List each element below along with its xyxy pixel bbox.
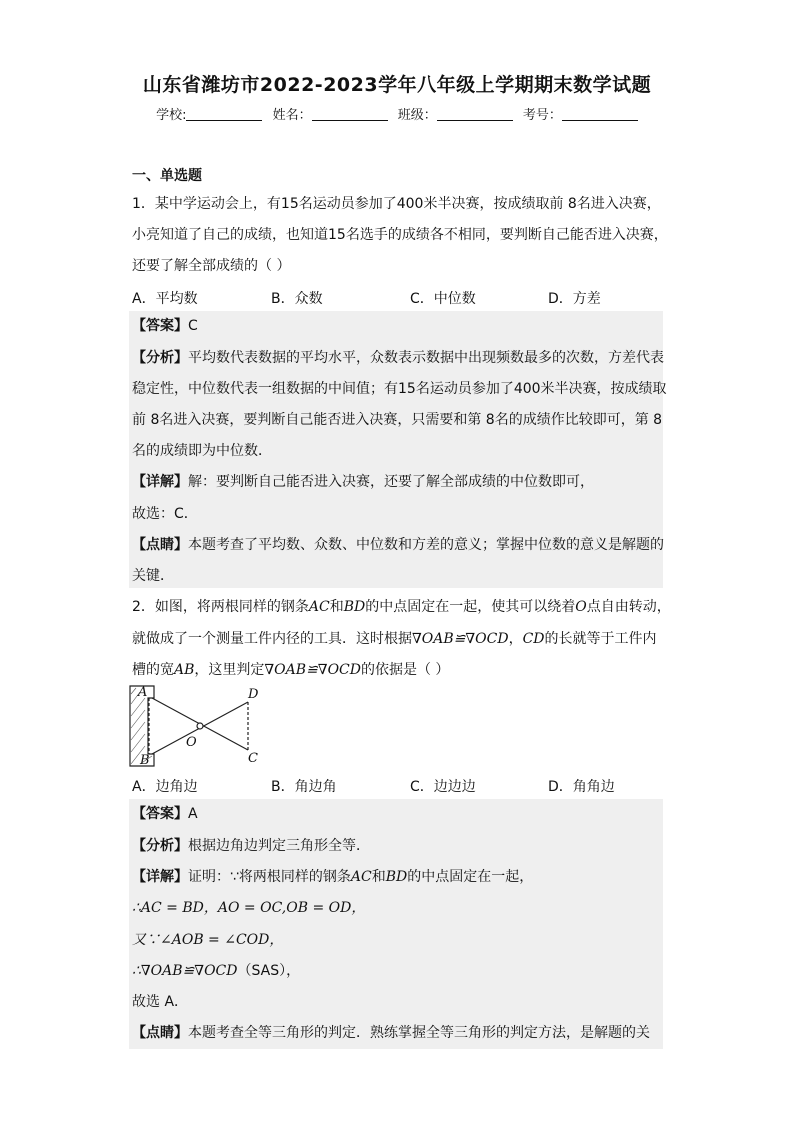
q1-analysis-text-1: 平均数代表数据的平均水平，众数表示数据中出现频数最多的次数，方差代表 [188, 350, 664, 366]
section-heading: 一、单选题 [132, 168, 202, 184]
q1-option-a: A．平均数 [132, 291, 198, 307]
name-label: 姓名： [272, 108, 312, 123]
q2-answer-tag: 【答案】 [132, 806, 188, 822]
q1-detail-line-2: 故选：C． [132, 506, 198, 522]
q1-detail-line-1 [132, 474, 662, 490]
q2-analysis-tag: 【分析】 [132, 838, 188, 854]
class-label: 班级： [397, 108, 437, 123]
q2-line-2-text-c: 的长就等于工件内 [544, 631, 657, 647]
q1-analysis-line-4: 名的成绩即为中位数． [132, 443, 272, 459]
q1-analysis-tag: 【分析】 [132, 350, 188, 366]
q2-line-2-text-a: 就做成了一个测量工件内径的工具．这时根据 [132, 631, 412, 647]
q2-congruence-2: ∇OAB≌∇OCD [264, 662, 361, 678]
q2-var-bd: BD [343, 599, 366, 615]
q2-congruence-1: ∇OAB≌∇OCD [412, 631, 509, 647]
q2-detail-text-1b: 的中点固定在一起， [407, 869, 534, 885]
q1-comment-line-2: 关键． [132, 568, 174, 584]
school-label: 学校: [156, 108, 187, 123]
q2-detail-text-4a: ∴∇OAB≌∇OCD [132, 963, 238, 979]
q2-line-2 [132, 631, 662, 647]
q2-detail-and: 和 [371, 869, 386, 885]
q2-var-o: O [575, 599, 587, 615]
q2-line-1-text-a: 2．如图，将两根同样的钢条 [132, 599, 309, 615]
q2-line-3-text-a: 槽的宽 [132, 662, 174, 678]
q1-analysis-line-3: 前 8名进入决赛，要判断自己能否进入决赛，只需要和第 8名的成绩作比较即可，第 8 [132, 412, 663, 428]
q2-option-b: B．角边角 [271, 779, 337, 795]
q2-detail-line-4 [132, 963, 662, 979]
number-label: 考号： [522, 108, 562, 123]
q2-line-3-text-b: ，这里判定 [194, 662, 265, 678]
q2-line-3 [132, 662, 662, 678]
q1-option-c: C．中位数 [410, 291, 476, 307]
q1-line-3: 还要了解全部成绩的（ ） [132, 258, 291, 274]
page-title: 山东省潍坊市2022-2023学年八年级上学期期末数学试题 [142, 74, 652, 96]
class-blank[interactable] [437, 107, 513, 121]
q2-detail-text-1a: 证明：∵将两根同样的钢条 [188, 869, 351, 885]
q2-option-a: A．边角边 [132, 779, 198, 795]
q2-detail-var-bd: BD [385, 869, 408, 885]
q1-option-b: B．众数 [271, 291, 323, 307]
q2-and: 和 [329, 599, 344, 615]
label-c: C [248, 751, 258, 766]
q2-detail-line-1 [132, 869, 662, 885]
label-b: B [140, 753, 150, 768]
label-d: D [248, 687, 259, 702]
q1-comment-tag: 【点睛】 [132, 537, 188, 553]
q1-detail-text-1: 解：要判断自己能否进入决赛，还要了解全部成绩的中位数即可， [188, 474, 594, 490]
q2-detail-tag: 【详解】 [132, 869, 188, 885]
school-blank[interactable] [186, 107, 262, 121]
q1-comment-line-1 [132, 537, 662, 553]
q2-analysis [132, 838, 662, 854]
q2-analysis-text: 根据边角边判定三角形全等． [188, 838, 370, 854]
q2-line-3-text-c: 的依据是（ ） [360, 662, 450, 678]
q2-answer [132, 806, 662, 822]
q2-detail-line-3: 又∵∠AOB = ∠COD， [132, 932, 284, 948]
q1-comment-text-1: 本题考查了平均数、众数、中位数和方差的意义；掌握中位数的意义是解题的 [188, 537, 664, 553]
q2-solution-box [129, 799, 663, 1049]
q2-tool-figure [128, 684, 278, 768]
q2-detail-text-4b: （SAS）， [237, 963, 301, 979]
q2-comment-tag: 【点睛】 [132, 1025, 188, 1041]
label-o: O [186, 735, 197, 750]
q2-line-2-comma: ， [508, 631, 523, 647]
q2-var-ab: AB [174, 662, 195, 678]
q1-detail-tag: 【详解】 [132, 474, 188, 490]
number-blank[interactable] [562, 107, 638, 121]
q2-answer-value: A [188, 806, 198, 822]
q2-var-cd: CD [522, 631, 545, 647]
q1-answer [132, 318, 662, 334]
q2-detail-line-2: ∴AC = BD，AO = OC,OB = OD， [132, 900, 366, 916]
q1-line-1: 1．某中学运动会上，有15名运动员参加了400米半决赛，按成绩取前 8名进入决赛， [132, 196, 661, 212]
q1-option-d: D．方差 [548, 291, 601, 307]
q2-var-ac: AC [308, 599, 330, 615]
q2-line-1-text-c: 点自由转动， [586, 599, 671, 615]
q2-option-c: C．边边边 [410, 779, 476, 795]
student-info-line [0, 104, 794, 123]
q1-analysis-line-1 [132, 350, 662, 366]
q2-detail-var-ac: AC [350, 869, 372, 885]
q2-detail-line-5: 故选 A． [132, 994, 189, 1010]
pivot-o [197, 723, 203, 729]
q1-line-2: 小亮知道了自己的成绩，也知道15名选手的成绩各不相同，要判断自己能否进入决赛， [132, 227, 668, 243]
q1-answer-value: C [188, 318, 198, 334]
q2-comment-text: 本题考查全等三角形的判定．熟练掌握全等三角形的判定方法，是解题的关 [188, 1025, 650, 1041]
q2-comment [132, 1025, 662, 1041]
q2-line-1-text-b: 的中点固定在一起，使其可以绕着 [365, 599, 576, 615]
q1-answer-tag: 【答案】 [132, 318, 188, 334]
label-a: A [138, 685, 148, 700]
q2-option-d: D．角角边 [548, 779, 615, 795]
name-blank[interactable] [312, 107, 388, 121]
q2-line-1 [132, 599, 671, 615]
q1-analysis-line-2: 稳定性，中位数代表一组数据的中间值；有15名运动员参加了400米半决赛，按成绩取 [132, 381, 667, 397]
